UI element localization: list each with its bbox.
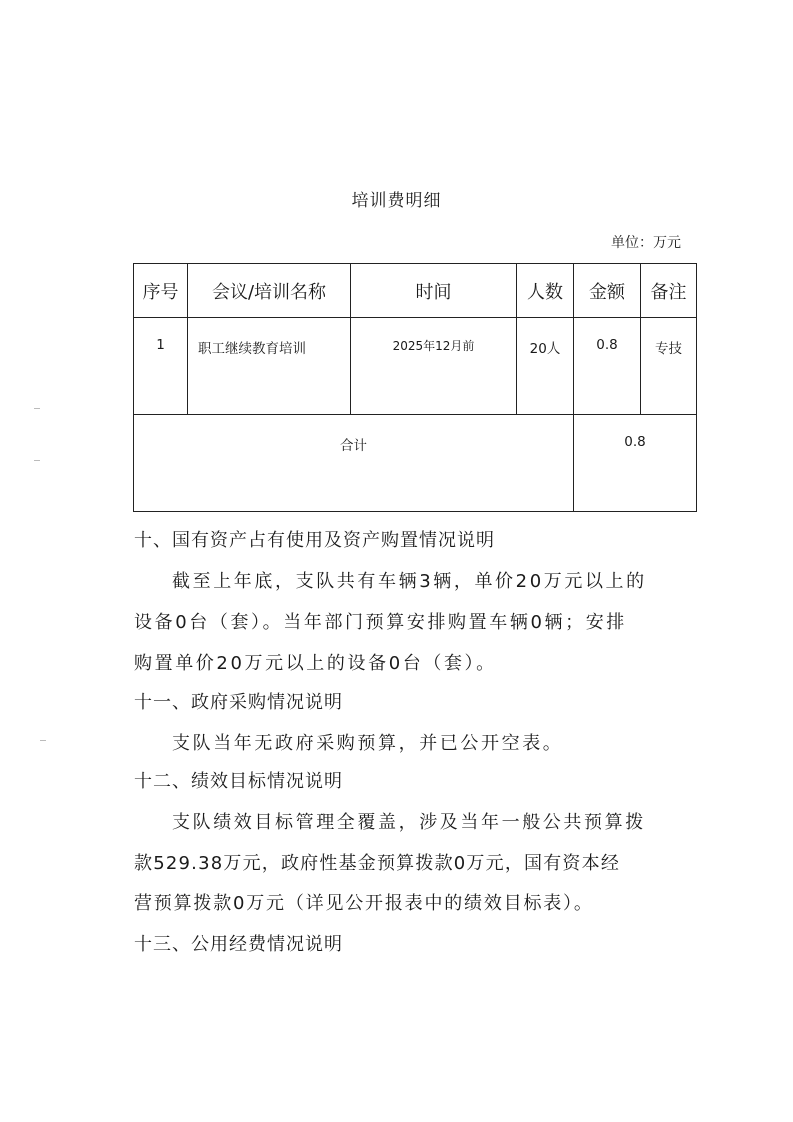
table-total-row xyxy=(134,415,697,512)
cell-name: 职工继续教育培训 xyxy=(188,318,351,415)
paragraph-line: 营预算拨款0万元（详见公开报表中的绩效目标表）。 xyxy=(134,893,594,914)
scan-mark xyxy=(34,408,40,409)
section-heading: 十、国有资产占有使用及资产购置情况说明 xyxy=(134,530,495,551)
cell-people: 20人 xyxy=(517,318,574,415)
cell-index: 1 xyxy=(134,318,188,415)
header-time: 时间 xyxy=(351,264,517,318)
header-people: 人数 xyxy=(517,264,574,318)
section-heading: 十三、公用经费情况说明 xyxy=(134,934,343,955)
paragraph-line: 购置单价20万元以上的设备0台（套）。 xyxy=(134,653,497,674)
scan-mark xyxy=(40,740,46,741)
page-title: 培训费明细 xyxy=(351,191,442,211)
paragraph-line: 设备0台（套）。当年部门预算安排购置车辆0辆；安排 xyxy=(134,612,627,633)
cell-remark: 专技 xyxy=(641,318,697,415)
total-value: 0.8 xyxy=(574,415,697,512)
paragraph-line: 支队绩效目标管理全覆盖，涉及当年一般公共预算拨 xyxy=(172,812,646,833)
unit-label: 单位：万元 xyxy=(611,235,681,251)
paragraph-line: 截至上年底，支队共有车辆3辆，单价20万元以上的 xyxy=(172,571,647,592)
header-name: 会议/培训名称 xyxy=(188,264,351,318)
training-fee-table xyxy=(133,263,697,512)
table-header-row xyxy=(134,264,697,318)
total-label: 合计 xyxy=(134,415,574,512)
header-amount: 金额 xyxy=(574,264,641,318)
scan-mark xyxy=(34,460,40,461)
paragraph-line: 款529.38万元，政府性基金预算拨款0万元，国有资本经 xyxy=(134,853,621,874)
cell-amount: 0.8 xyxy=(574,318,641,415)
section-heading: 十一、政府采购情况说明 xyxy=(134,692,343,713)
cell-time: 2025年12月前 xyxy=(351,318,517,415)
header-remark: 备注 xyxy=(641,264,697,318)
table-row xyxy=(134,318,697,415)
header-index: 序号 xyxy=(134,264,188,318)
section-heading: 十二、绩效目标情况说明 xyxy=(134,771,343,792)
paragraph-line: 支队当年无政府采购预算，并已公开空表。 xyxy=(172,733,564,754)
